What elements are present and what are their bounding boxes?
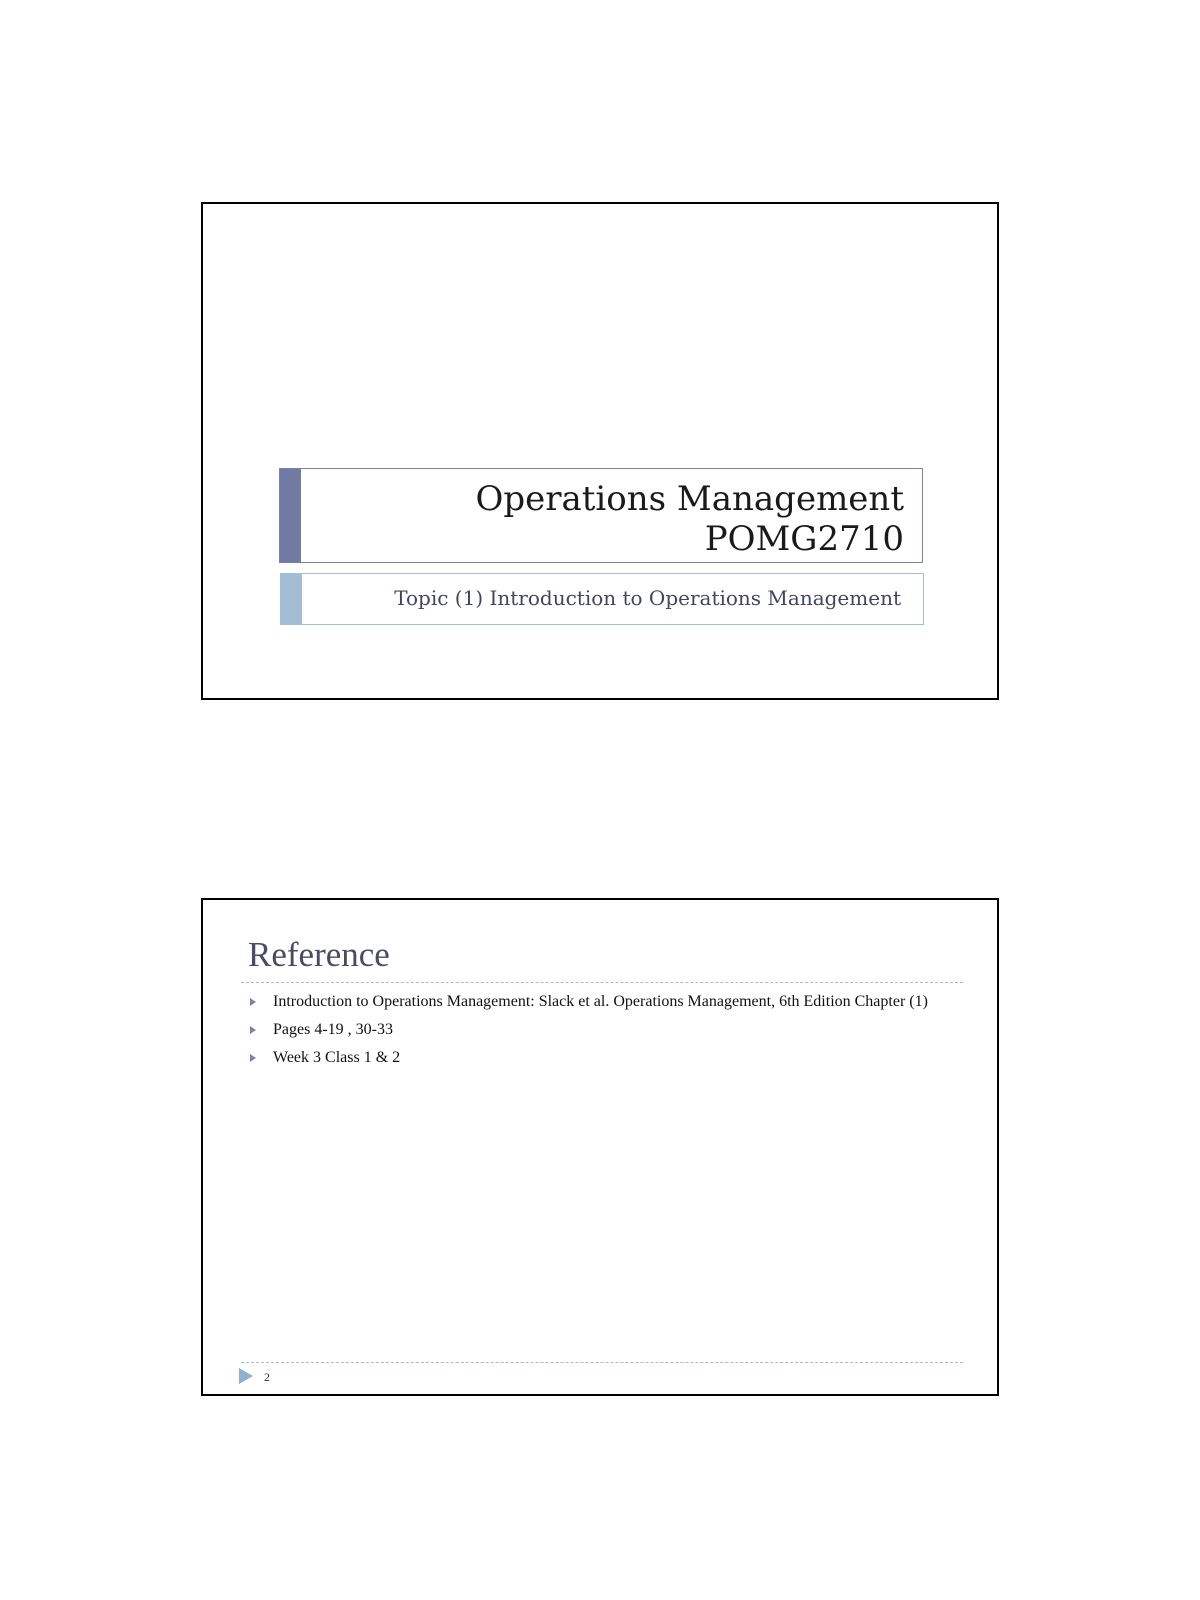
slide-title (201, 202, 999, 700)
subtitle-accent-bar (281, 574, 302, 624)
reference-list (248, 992, 928, 1076)
list-item (248, 1048, 928, 1068)
bullet-arrow-icon (250, 1026, 256, 1034)
title-line-1: Operations Management (475, 479, 904, 519)
title-accent-bar (280, 469, 301, 562)
slide-title-text (475, 479, 904, 559)
list-item-text: Pages 4-19 , 30-33 (273, 1021, 393, 1038)
heading-divider (241, 982, 963, 983)
list-item (248, 992, 928, 1012)
title-line-2: POMG2710 (704, 519, 904, 559)
bullet-arrow-icon (250, 1054, 256, 1062)
reference-heading: Reference (248, 935, 390, 974)
page-number: 2 (264, 1370, 270, 1384)
slide-subtitle: Topic (1) Introduction to Operations Management (394, 586, 901, 610)
list-item-text: Introduction to Operations Management: Slack et al. Operations Management, 6th Edition Chapter (1) (273, 993, 928, 1010)
slide-reference (201, 898, 999, 1396)
bullet-arrow-icon (250, 998, 256, 1006)
footer-divider (241, 1362, 963, 1363)
title-box (279, 468, 923, 563)
list-item-text: Week 3 Class 1 & 2 (273, 1049, 401, 1066)
list-item (248, 1020, 928, 1040)
subtitle-box (280, 573, 924, 625)
page-marker-icon (239, 1368, 253, 1384)
